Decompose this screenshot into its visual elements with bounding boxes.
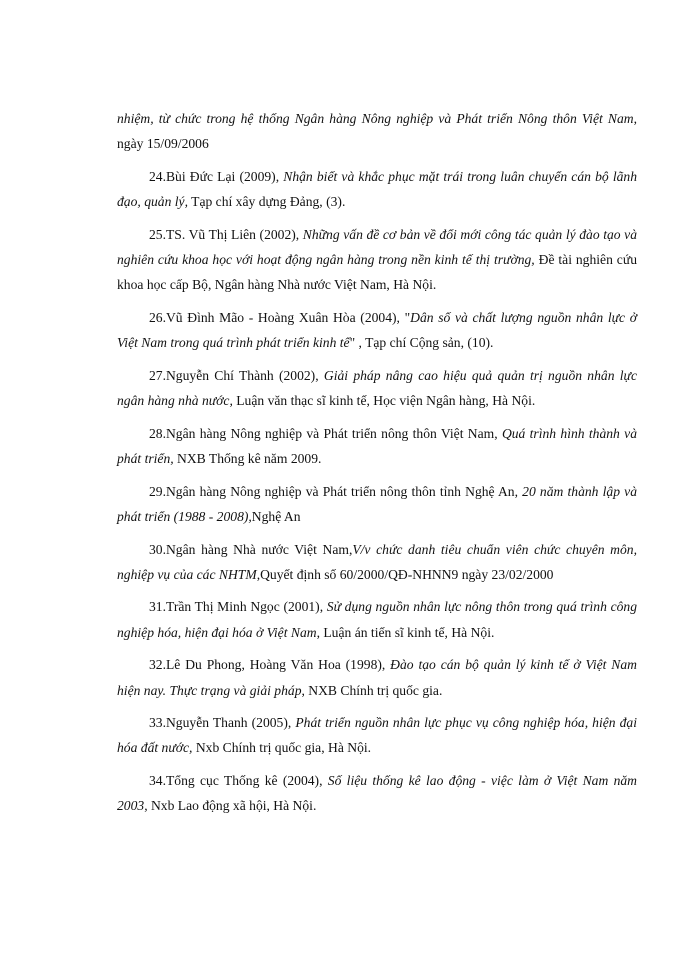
reference-author: 33.Nguyễn Thanh (2005), bbox=[149, 715, 296, 731]
reference-title: V/v chức danh tiêu chuẩn viên chức chuyên môn, nghiệp vụ của các NHTM bbox=[117, 541, 637, 582]
reference-details: Tạp chí xây dựng Đảng, (3). bbox=[187, 194, 346, 210]
reference-details: NXB Thống kê năm 2009. bbox=[173, 450, 322, 466]
reference-author: 27.Nguyễn Chí Thành (2002), bbox=[149, 367, 324, 383]
reference-details: Nxb Chính trị quốc gia, Hà Nội. bbox=[192, 740, 372, 756]
reference-title: Dân số và chất lượng nguồn nhân lực ở Việt Nam trong quá trình phát triển kinh tế bbox=[117, 309, 637, 351]
reference-author: 30.Ngân hàng Nhà nước Việt Nam, bbox=[149, 541, 353, 557]
reference-item bbox=[117, 164, 637, 214]
reference-item bbox=[117, 222, 637, 298]
reference-details: " , Tạp chí Cộng sản, (10). bbox=[349, 335, 494, 351]
reference-author: 24.Bùi Đức Lại (2009), bbox=[149, 168, 284, 184]
reference-title: Sử dụng nguồn nhân lực nông thôn trong quá trình công nghiệp hóa, hiện đại hóa ở Việt Nam bbox=[117, 599, 637, 640]
reference-item bbox=[117, 363, 637, 413]
reference-title: nhiệm, từ chức trong hệ thống Ngân hàng Nông nghiệp và Phát triển Nông thôn Việt Nam bbox=[117, 111, 634, 126]
reference-details: , Luận án tiến sĩ kinh tế, Hà Nội. bbox=[316, 624, 495, 640]
reference-item bbox=[117, 421, 637, 471]
reference-item bbox=[117, 652, 637, 702]
reference-title: Giải pháp nâng cao hiệu quả quản trị nguồn nhân lực ngân hàng nhà nước, bbox=[117, 367, 637, 409]
reference-details: Nghệ An bbox=[251, 508, 301, 524]
reference-title: Nhận biết và khắc phục mặt trái trong luân chuyển cán bộ lãnh đạo, quản lý, bbox=[117, 168, 637, 210]
reference-item bbox=[117, 106, 637, 156]
reference-item bbox=[117, 594, 637, 644]
reference-author: 29.Ngân hàng Nông nghiệp và Phát triển nông thôn tỉnh Nghệ An, bbox=[149, 483, 523, 499]
reference-author: 32.Lê Du Phong, Hoàng Văn Hoa (1998), bbox=[149, 657, 391, 673]
reference-details: , ngày 15/09/2006 bbox=[117, 111, 637, 152]
reference-title: Phát triển nguồn nhân lực phục vụ công nghiệp hóa, hiện đại hóa đất nước, bbox=[117, 715, 637, 756]
reference-author: 34.Tổng cục Thống kê (2004), bbox=[149, 773, 328, 789]
reference-item bbox=[117, 537, 637, 587]
reference-details: , NXB Chính trị quốc gia. bbox=[301, 682, 443, 698]
reference-author: 26.Vũ Đình Mão - Hoàng Xuân Hòa (2004), " bbox=[149, 309, 411, 325]
reference-item bbox=[117, 768, 637, 818]
reference-item bbox=[117, 479, 637, 529]
reference-list bbox=[117, 106, 637, 826]
reference-details: Đề tài nghiên cứu khoa học cấp Bộ, Ngân hàng Nhà nước Việt Nam, Hà Nội. bbox=[117, 252, 637, 293]
reference-title: Những vấn đề cơ bản về đổi mới công tác quản lý đào tạo và nghiên cứu khoa học với hoạt động ngân hàng trong nền kinh tế thị trường, bbox=[117, 226, 638, 268]
reference-details: , Nxb Lao động xã hội, Hà Nội. bbox=[144, 798, 317, 814]
reference-author: 25.TS. Vũ Thị Liên (2002), bbox=[149, 226, 303, 242]
reference-details: ,Quyết định số 60/2000/QĐ-NHNN9 ngày 23/02/2000 bbox=[256, 566, 554, 582]
reference-title: 20 năm thành lập và phát triển (1988 - 2008), bbox=[117, 483, 638, 524]
reference-title: Quá trình hình thành và phát triển, bbox=[117, 425, 637, 466]
reference-item bbox=[117, 710, 637, 760]
reference-title: Đào tạo cán bộ quản lý kinh tế ở Việt Nam hiện nay. Thực trạng và giải pháp bbox=[117, 657, 637, 698]
reference-author: 28.Ngân hàng Nông nghiệp và Phát triển nông thôn Việt Nam, bbox=[149, 425, 502, 441]
reference-item bbox=[117, 305, 637, 355]
reference-title: Số liệu thống kê lao động - việc làm ở Việt Nam năm 2003 bbox=[117, 773, 637, 814]
reference-author: 31.Trần Thị Minh Ngọc (2001), bbox=[149, 599, 327, 615]
reference-details: Luận văn thạc sĩ kinh tế, Học viện Ngân hàng, Hà Nội. bbox=[232, 393, 536, 409]
